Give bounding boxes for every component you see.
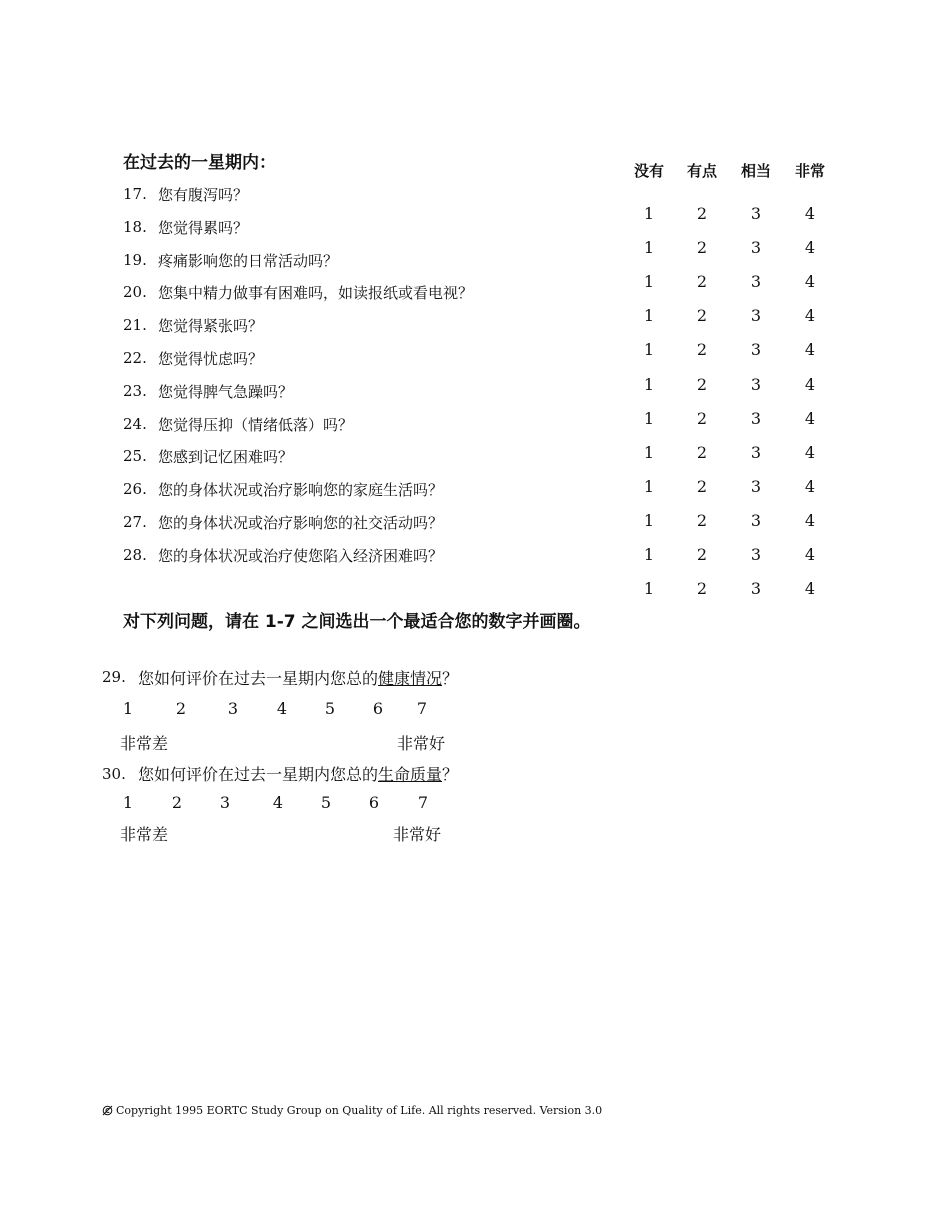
question-text: 您觉得脾气急躁吗？ <box>158 383 294 401</box>
answer-option[interactable]: 3 <box>750 443 762 462</box>
answer-option[interactable]: 3 <box>750 272 762 291</box>
answer-option[interactable]: 4 <box>804 545 816 564</box>
answer-option[interactable]: 1 <box>643 204 655 223</box>
scale-option[interactable]: 6 <box>372 699 384 718</box>
copyright-footer <box>102 1104 602 1117</box>
answer-option[interactable]: 4 <box>804 238 816 257</box>
answer-option[interactable]: 2 <box>696 272 708 291</box>
scale-option[interactable]: 2 <box>171 793 183 812</box>
answer-option[interactable]: 4 <box>804 340 816 359</box>
answer-option[interactable]: 2 <box>696 477 708 496</box>
question-number: 24. <box>123 415 147 433</box>
answer-option[interactable]: 3 <box>750 375 762 394</box>
answer-option[interactable]: 4 <box>804 511 816 530</box>
question-text: 疼痛影响您的日常活动吗？ <box>158 252 339 270</box>
answer-option[interactable]: 3 <box>750 238 762 257</box>
answer-option[interactable]: 3 <box>750 579 762 598</box>
answer-option[interactable]: 2 <box>696 238 708 257</box>
question-text-suffix: ？ <box>442 765 459 784</box>
scale-option[interactable]: 2 <box>175 699 187 718</box>
answer-option[interactable]: 3 <box>750 340 762 359</box>
question-number: 26. <box>123 480 147 498</box>
question-number: 27. <box>123 513 147 531</box>
answer-option[interactable]: 2 <box>696 340 708 359</box>
column-header-quite-a-bit: 相当 <box>740 162 771 180</box>
answer-option[interactable]: 2 <box>696 443 708 462</box>
answer-option[interactable]: 4 <box>804 375 816 394</box>
question-number: 28. <box>123 546 147 564</box>
question-number: 25. <box>123 447 147 465</box>
answer-option[interactable]: 4 <box>804 306 816 325</box>
question-number: 21. <box>123 316 147 334</box>
scale-option[interactable]: 5 <box>324 699 336 718</box>
question-text: 您的身体状况或治疗影响您的家庭生活吗？ <box>158 481 444 499</box>
scale-option[interactable]: 5 <box>320 793 332 812</box>
copyright-symbol-icon <box>102 1105 113 1116</box>
answer-option[interactable]: 1 <box>643 340 655 359</box>
answer-option[interactable]: 3 <box>750 204 762 223</box>
question-number: 29. <box>102 668 126 686</box>
scale-option[interactable]: 6 <box>368 793 380 812</box>
section-heading-rating-instructions: 对下列问题，请在 1-7 之间选出一个最适合您的数字并画圈。 <box>123 612 591 632</box>
question-29-text <box>138 666 458 689</box>
answer-option[interactable]: 3 <box>750 477 762 496</box>
scale-label-excellent: 非常好 <box>393 825 442 844</box>
answer-option[interactable]: 2 <box>696 375 708 394</box>
section-heading-past-week: 在过去的一星期内： <box>123 153 276 173</box>
answer-option[interactable]: 2 <box>696 306 708 325</box>
answer-option[interactable]: 4 <box>804 477 816 496</box>
question-text-prefix: 您如何评价在过去一星期内您总的 <box>138 765 379 784</box>
column-header-a-little: 有点 <box>686 162 717 180</box>
question-number: 18. <box>123 218 147 236</box>
answer-option[interactable]: 3 <box>750 545 762 564</box>
answer-option[interactable]: 1 <box>643 511 655 530</box>
answer-option[interactable]: 1 <box>643 272 655 291</box>
scale-option[interactable]: 3 <box>227 699 239 718</box>
question-text: 您的身体状况或治疗影响您的社交活动吗？ <box>158 514 444 532</box>
column-header-not-at-all: 没有 <box>633 162 664 180</box>
answer-option[interactable]: 2 <box>696 409 708 428</box>
answer-option[interactable]: 2 <box>696 545 708 564</box>
question-emphasis-overall-health: 健康情况 <box>378 669 443 688</box>
answer-option[interactable]: 1 <box>643 545 655 564</box>
answer-option[interactable]: 2 <box>696 204 708 223</box>
answer-option[interactable]: 1 <box>643 306 655 325</box>
question-text: 您有腹泻吗？ <box>158 186 249 204</box>
scale-option[interactable]: 4 <box>272 793 284 812</box>
question-number: 22. <box>123 349 147 367</box>
question-emphasis-quality-of-life: 生命质量 <box>378 765 443 784</box>
copyright-text: Copyright 1995 EORTC Study Group on Quality of Life. All rights reserved. Version 3.0 <box>116 1104 603 1117</box>
question-number: 30. <box>102 765 126 783</box>
scale-option[interactable]: 3 <box>219 793 231 812</box>
scale-option[interactable]: 7 <box>416 699 428 718</box>
question-text: 您觉得忧虑吗？ <box>158 350 264 368</box>
question-text: 您觉得紧张吗？ <box>158 317 264 335</box>
question-number: 20. <box>123 283 147 301</box>
question-number: 17. <box>123 185 147 203</box>
question-text-prefix: 您如何评价在过去一星期内您总的 <box>138 669 379 688</box>
answer-option[interactable]: 4 <box>804 409 816 428</box>
scale-label-very-poor: 非常差 <box>120 825 169 844</box>
answer-option[interactable]: 4 <box>804 272 816 291</box>
answer-option[interactable]: 1 <box>643 443 655 462</box>
question-text: 您感到记忆困难吗？ <box>158 448 294 466</box>
answer-option[interactable]: 3 <box>750 511 762 530</box>
question-number: 19. <box>123 251 147 269</box>
answer-option[interactable]: 4 <box>804 579 816 598</box>
question-text: 您的身体状况或治疗使您陷入经济困难吗？ <box>158 547 444 565</box>
scale-option[interactable]: 4 <box>276 699 288 718</box>
scale-label-very-poor: 非常差 <box>120 734 169 753</box>
question-30-text <box>138 762 458 785</box>
scale-option[interactable]: 7 <box>417 793 429 812</box>
question-text-suffix: ？ <box>442 669 459 688</box>
column-header-very-much: 非常 <box>794 162 825 180</box>
question-text: 您觉得累吗？ <box>158 219 249 237</box>
answer-option[interactable]: 2 <box>696 511 708 530</box>
answer-option[interactable]: 4 <box>804 204 816 223</box>
answer-option[interactable]: 1 <box>643 477 655 496</box>
answer-option[interactable]: 1 <box>643 375 655 394</box>
question-number: 23. <box>123 382 147 400</box>
scale-label-excellent: 非常好 <box>397 734 446 753</box>
answer-option[interactable]: 1 <box>643 238 655 257</box>
answer-option[interactable]: 4 <box>804 443 816 462</box>
scale-option[interactable]: 1 <box>122 793 134 812</box>
question-text: 您觉得压抑（情绪低落）吗？ <box>158 416 354 434</box>
question-text: 您集中精力做事有困难吗，如读报纸或看电视？ <box>158 284 474 302</box>
answer-option[interactable]: 3 <box>750 306 762 325</box>
scale-option[interactable]: 1 <box>122 699 134 718</box>
answer-option[interactable]: 1 <box>643 579 655 598</box>
answer-option[interactable]: 2 <box>696 579 708 598</box>
answer-option[interactable]: 3 <box>750 409 762 428</box>
answer-option[interactable]: 1 <box>643 409 655 428</box>
